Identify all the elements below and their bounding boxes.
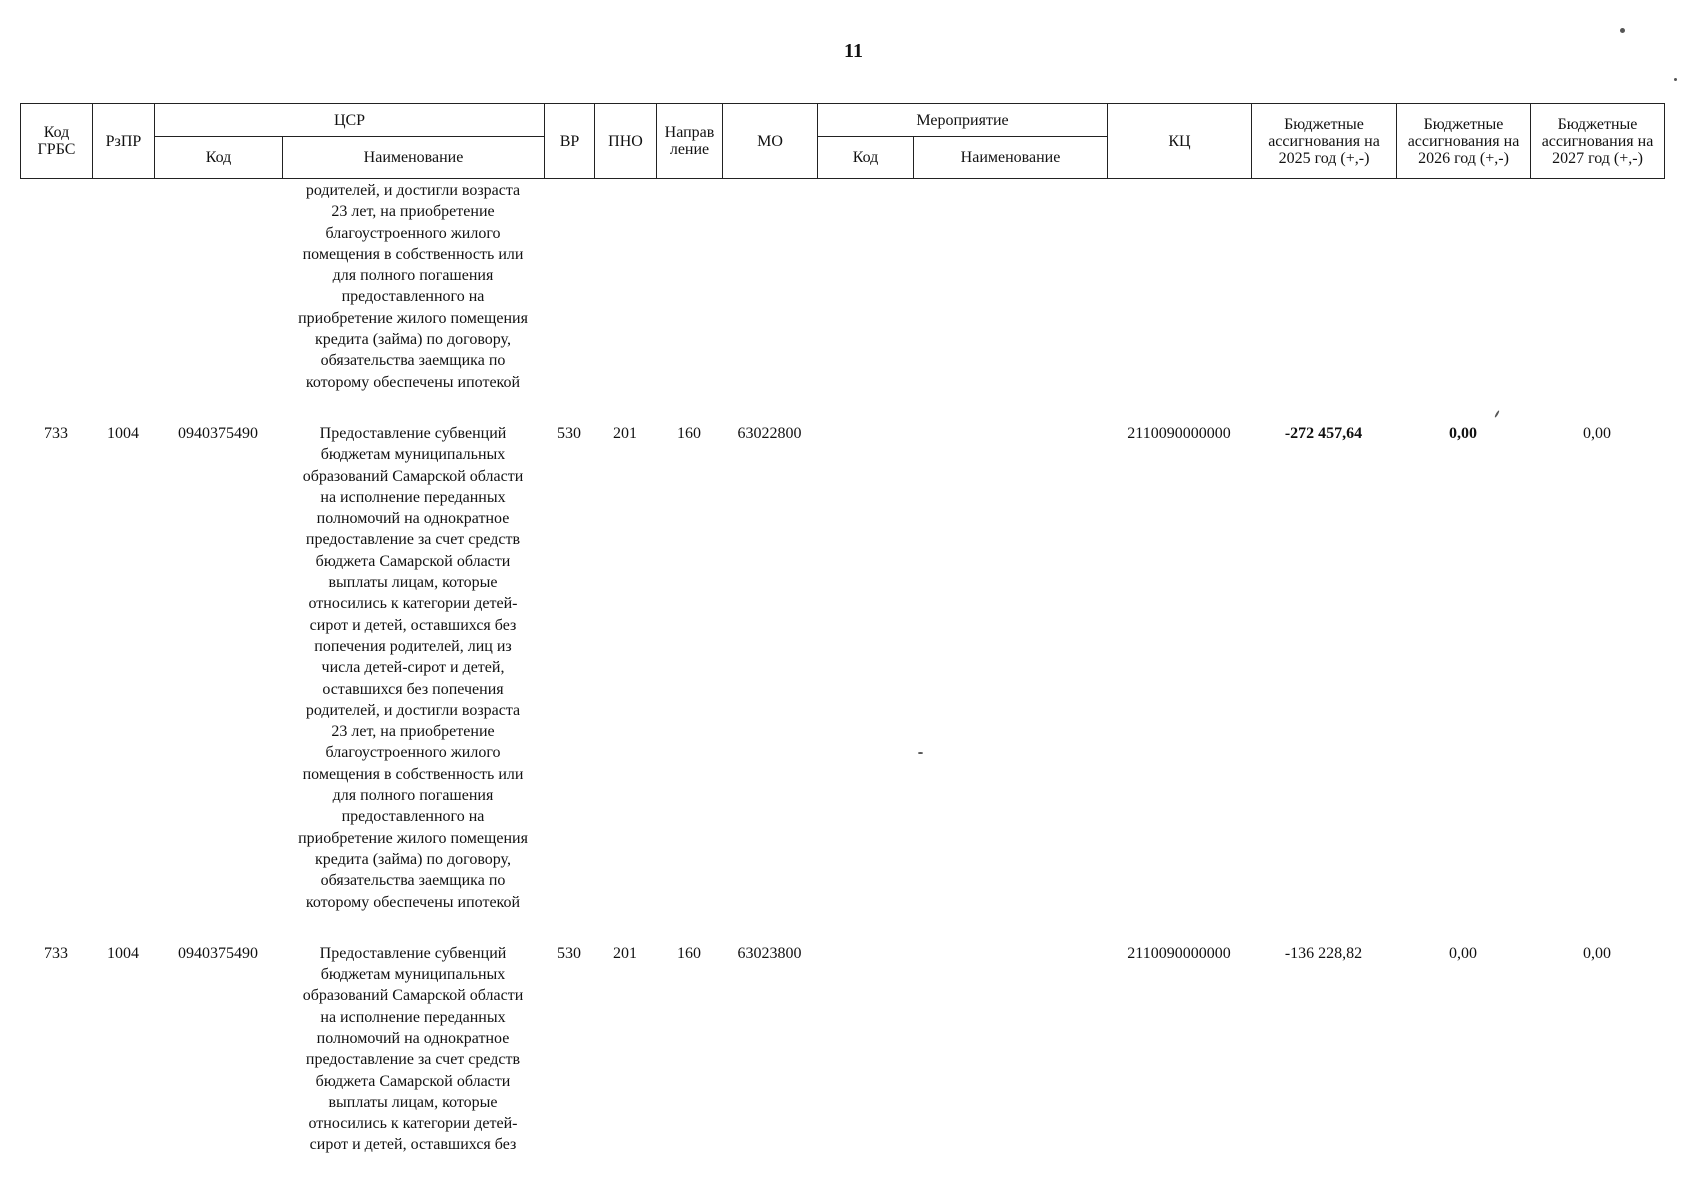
scan-speck	[1674, 78, 1677, 81]
header-mer-name: Наименование	[914, 137, 1108, 179]
header-mo: МО	[723, 104, 818, 179]
cell-csr-kod: 0940375490	[178, 424, 258, 442]
cell-budget-2026: 0,00	[1449, 944, 1477, 962]
cell-rzpr: 1004	[107, 424, 139, 442]
header-rzpr: РзПР	[93, 104, 155, 179]
header-vr: ВР	[545, 104, 595, 179]
cell-mo: 63022800	[737, 424, 802, 442]
cell-rzpr: 1004	[107, 944, 139, 962]
cell-kod-grbs: 733	[44, 424, 68, 442]
cell-mer-name	[913, 423, 1107, 913]
cell-vr: 530	[557, 424, 581, 442]
table-row-continuation	[20, 180, 1664, 393]
cell-csr-name: Предоставление субвенций бюджетам муниципальных образований Самарской области на исполнение переданных полномочий на однократное предоставление за счет средств бюджета Самарской области выплаты лицам, которые относились к категории детей- сирот и детей, оставшихся без попечения родителей, лиц из числа детей-сирот и детей, оставшихся без попечения родителей, и достигли возраста 23 лет, на приобретение благоустроенного жилого помещения в собственность или для полного погашения предоставленного на приобретение жилого помещения кредита (займа) по договору, обязательства заемщика по которому обеспечены ипотекой	[298, 424, 528, 911]
cell-budget-2025: -272 457,64	[1284, 424, 1363, 442]
cell-budget-2026: 0,00	[1449, 424, 1477, 442]
continuation-text: родителей, и достигли возраста 23 лет, на приобретение благоустроенного жилого помещения в собственность или для полного погашения предоставленного на приобретение жилого помещения кредита (займа) по договору, обязательства заемщика по которому обеспечены ипотекой	[298, 182, 528, 391]
header-napravlenie: Направ ление	[657, 104, 723, 179]
header-meropriyatie: Мероприятие	[818, 104, 1108, 137]
header-mer-kod: Код	[818, 137, 914, 179]
header-kc: КЦ	[1108, 104, 1252, 179]
cell-csr-name: Предоставление субвенций бюджетам муниципальных образований Самарской области на исполнение переданных полномочий на однократное предоставление за счет средств бюджета Самарской области выплаты лицам, которые относились к категории детей- сирот и детей, оставшихся без	[302, 944, 524, 1154]
header-csr-name: Наименование	[283, 137, 545, 179]
header-budget-2027: Бюджетные ассигнования на 2027 год (+,-)	[1531, 104, 1665, 179]
header-kod-grbs: Код ГРБС	[21, 104, 93, 179]
header-budget-2026: Бюджетные ассигнования на 2026 год (+,-)	[1397, 104, 1531, 179]
cell-mer-kod	[817, 423, 913, 913]
cell-napravlenie: 160	[677, 944, 701, 962]
table-body	[20, 180, 1664, 1156]
scan-speck	[918, 752, 923, 754]
cell-mer-kod	[817, 943, 913, 1156]
cell-budget-2025: -136 228,82	[1284, 944, 1363, 962]
cell-pno: 201	[613, 424, 637, 442]
cell-kod-grbs: 733	[44, 944, 68, 962]
cell-budget-2027: 0,00	[1583, 944, 1611, 962]
table-row	[20, 423, 1664, 913]
cell-mer-name	[913, 943, 1107, 1156]
cell-budget-2027: 0,00	[1583, 424, 1611, 442]
header-csr: ЦСР	[155, 104, 545, 137]
cell-vr: 530	[557, 944, 581, 962]
header-csr-kod: Код	[155, 137, 283, 179]
table-header	[20, 103, 1665, 179]
table-row	[20, 943, 1664, 1156]
cell-csr-kod: 0940375490	[178, 944, 258, 962]
header-budget-2025: Бюджетные ассигнования на 2025 год (+,-)	[1252, 104, 1397, 179]
cell-kc: 2110090000000	[1127, 424, 1231, 442]
cell-pno: 201	[613, 944, 637, 962]
cell-kc: 2110090000000	[1127, 944, 1231, 962]
page-number: 11	[844, 40, 863, 62]
cell-napravlenie: 160	[677, 424, 701, 442]
header-pno: ПНО	[595, 104, 657, 179]
scan-speck	[1620, 28, 1625, 33]
cell-mo: 63023800	[737, 944, 802, 962]
